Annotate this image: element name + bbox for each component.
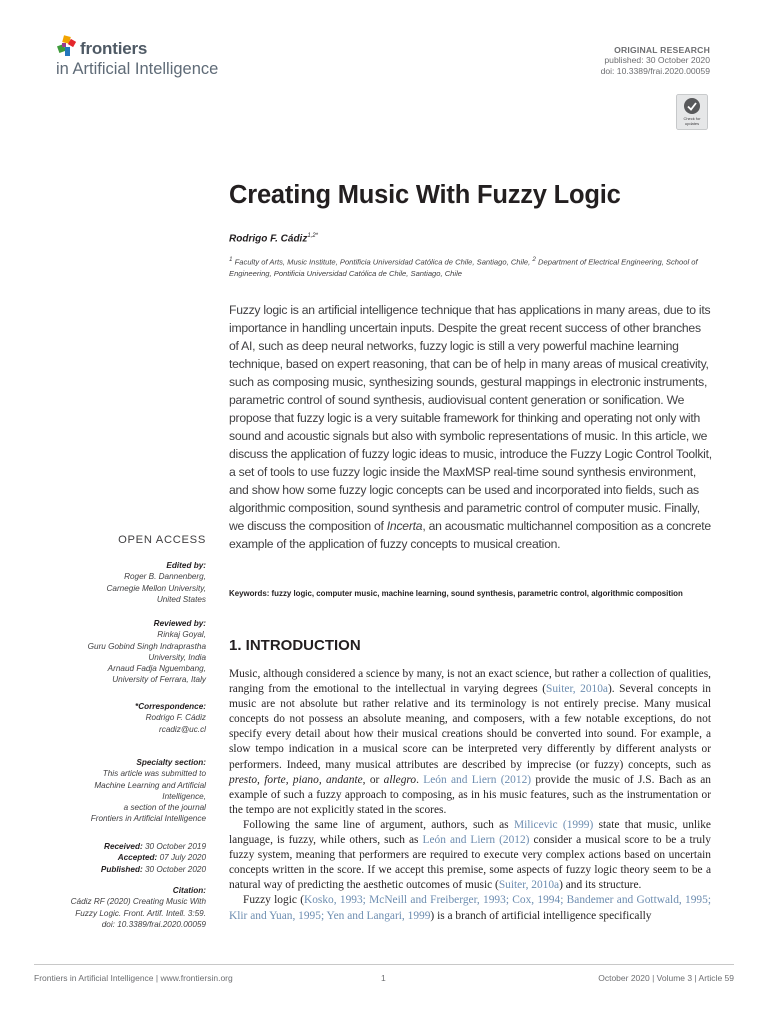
paragraph-2 xyxy=(229,818,711,893)
reviewed-by-label: Reviewed by: xyxy=(153,619,206,628)
svg-text:updates: updates xyxy=(684,121,700,126)
section-heading: 1. INTRODUCTION xyxy=(229,637,361,654)
author-line xyxy=(229,233,318,244)
article-type: ORIGINAL RESEARCH xyxy=(614,45,710,55)
citation-line: Fuzzy Logic. Front. Artif. Intell. 3:59. xyxy=(75,908,206,918)
specialty-line: Frontiers in Artificial Intelligence xyxy=(90,814,206,824)
article-title: Creating Music With Fuzzy Logic xyxy=(229,181,621,209)
text: ) and its structure. xyxy=(559,879,642,892)
page-number: 1 xyxy=(381,973,386,983)
paragraph-1 xyxy=(229,667,711,818)
text: provide the music of J.S. Bach as an example of such a fuzzy approach to composing, as in his music features, such as the instrumentation or the tempo are not explicitly stated in the scores. xyxy=(229,773,711,816)
citation xyxy=(36,885,206,930)
citation-line[interactable]: doi: 10.3389/frai.2020.00059 xyxy=(101,919,206,929)
footer-divider xyxy=(34,964,734,965)
published-date-side: 30 October 2020 xyxy=(145,864,206,874)
citation-link[interactable]: Kosko, 1993; McNeill and Freiberger, 1993; Cox, 1994; Bandemer and Gottwald, 1995; Klir and Yuan, 1995; Yen and Langari, 1999 xyxy=(229,894,711,922)
text: ). Several concepts in music are not absolute but rather relative and its terminology is not entirely precise. Many musical concepts do not possess an absolute meaning, and composers, with a few notable exceptions, do not specify every detail about how their musical creations should be converted into sound. For example, a slow tempo indication in a musical score can be interpreted very differently by different analysts or performers. Indeed, many musical attributes are described by imprecise (or fuzzy) concepts, such as xyxy=(229,683,711,771)
abstract-text-1: Fuzzy logic is an artificial intelligence technique that has applications in many areas, due to its importance in handling uncertain inputs. Despite the great recent success of other branches of AI, such as deep neural networks, fuzzy logic is still a very powerful machine learning technique, based on expert reasoning, that can be of help in many areas of musical creativity, such as composing music, synthesizing sounds, gestural mappings in electronic instruments, parametric control of sound synthesis, audiovisual content generation or sonification. We propose that fuzzy logic is a very suitable framework for thinking and operating not only with sound and acoustic signals but also with symbolic representations of music. In this article, we discuss the application of fuzzy logic ideas to music, introduce the Fuzzy Logic Control Toolkit, a set of tools to use fuzzy logic inside the MaxMSP real-time sound synthesis environment, and show how some fuzzy logic concepts can be used and incorporated into fields, such as algorithmic composition, sound synthesis and parametric control of computer music. Finally, we discuss the composition of xyxy=(229,303,712,533)
reviewer-line: University of Ferrara, Italy xyxy=(112,675,206,685)
specialty-section xyxy=(36,757,206,825)
journal-name: in Artificial Intelligence xyxy=(56,60,219,78)
citation-link[interactable]: Milicevic (1999) xyxy=(513,818,594,831)
specialty-label: Specialty section: xyxy=(136,758,206,767)
specialty-line: Machine Learning and Artificial xyxy=(94,780,206,790)
article-doi[interactable]: doi: 10.3389/frai.2020.00059 xyxy=(600,65,710,76)
open-access-label: OPEN ACCESS xyxy=(118,534,206,546)
correspondence-name: Rodrigo F. Cádiz xyxy=(145,713,206,723)
keywords xyxy=(229,588,711,600)
affiliations xyxy=(229,254,709,280)
received-date: 30 October 2019 xyxy=(145,842,206,851)
abstract-italic-term: Incerta xyxy=(386,519,423,533)
footer-journal[interactable]: Frontiers in Artificial Intelligence | www.frontiersin.org xyxy=(34,973,233,983)
text: ) is a branch of artificial intelligence specifically xyxy=(430,909,652,922)
citation-link[interactable]: Suiter, 2010a xyxy=(546,683,608,696)
reviewed-by xyxy=(36,618,206,686)
footer-issue: October 2020 | Volume 3 | Article 59 xyxy=(598,973,734,983)
citation-line: Cádiz RF (2020) Creating Music With xyxy=(70,897,206,907)
affiliation-1: Faculty of Arts, Music Institute, Pontificia Universidad Católica de Chile, Santiago, Chile, xyxy=(234,257,531,267)
text: . xyxy=(416,773,424,786)
author-affiliation-marks: 1,2* xyxy=(307,233,319,239)
keywords-label: Keywords: xyxy=(229,589,270,598)
specialty-line: a section of the journal xyxy=(123,803,206,813)
italic-term: allegro xyxy=(383,773,417,786)
published-label: Published: xyxy=(100,864,143,874)
editor-line: United States xyxy=(156,594,206,604)
citation-link[interactable]: León and Liern (2012) xyxy=(422,834,530,847)
italic-terms: presto, forte, piano, andante xyxy=(229,773,363,786)
reviewer-line: Guru Gobind Singh Indraprastha xyxy=(87,641,206,651)
citation-label: Citation: xyxy=(172,886,206,895)
text: , or xyxy=(362,773,384,786)
dates xyxy=(36,841,206,875)
edited-by xyxy=(36,560,206,605)
accepted-label: Accepted: xyxy=(117,853,158,863)
abstract xyxy=(229,301,713,553)
text: Fuzzy logic ( xyxy=(243,894,304,907)
affiliation-2: Department of Electrical Engineering, School of Engineering, Pontificia Universidad Católica de Chile, Santiago, Chile xyxy=(229,257,698,279)
frontiers-logo-icon xyxy=(57,33,79,59)
specialty-line: Intelligence, xyxy=(162,791,206,801)
edited-by-label: Edited by: xyxy=(166,561,206,570)
citation-link[interactable]: León and Liern (2012) xyxy=(423,773,532,786)
svg-text:Check for: Check for xyxy=(683,116,701,121)
affil-mark-1: 1 xyxy=(229,256,233,263)
keywords-list: fuzzy logic, computer music, machine learning, sound synthesis, parametric control, algorithmic composition xyxy=(271,589,683,598)
reviewer-line: University, India xyxy=(148,652,206,662)
paragraph-3 xyxy=(229,893,711,923)
accepted-line xyxy=(36,852,206,863)
reviewer-line[interactable]: Arnaud Fadja Nguembang, xyxy=(107,664,206,674)
correspondence-email[interactable]: rcadiz@uc.cl xyxy=(159,724,206,734)
article-meta xyxy=(601,45,710,76)
correspondence xyxy=(36,701,206,735)
author-name[interactable]: Rodrigo F. Cádiz xyxy=(229,233,308,245)
accepted-date: 07 July 2020 xyxy=(159,853,206,863)
received-line xyxy=(36,841,206,852)
reviewer-line[interactable]: Rinkaj Goyal, xyxy=(157,630,206,640)
abstract-text-2: , an acousmatic multichannel composition as a concrete example of the application of fuzzy concepts to musical creation. xyxy=(229,519,711,551)
published-line xyxy=(36,864,206,875)
text: state that music, unlike language, is fuzzy, while others, such as xyxy=(229,818,711,847)
brand-name: frontiers xyxy=(80,39,148,58)
editor-line: Carnegie Mellon University, xyxy=(106,583,206,593)
text: Following the same line of argument, authors, such as xyxy=(243,818,514,831)
editor-line[interactable]: Roger B. Dannenberg, xyxy=(124,572,206,582)
body-text xyxy=(229,667,711,924)
check-for-updates-icon[interactable] xyxy=(676,94,708,130)
affil-mark-2: 2 xyxy=(532,256,536,263)
text: Music, although considered a science by many, is not an exact science, but rather a collection of qualities, ranging from the emotional to the intellectual in varying degrees ( xyxy=(229,668,711,696)
text: consider a musical score to be a truly fuzzy system, meaning that performers are required to execute very complex actions based on uncertain concepts written in the score. If we accept this premise, some aspects of fuzzy logic theory seem to be a natural way of predicting the aesthetic outcomes of music ( xyxy=(229,834,711,892)
correspondence-label: *Correspondence: xyxy=(135,702,206,711)
specialty-line: This article was submitted to xyxy=(102,769,206,779)
published-date: published: 30 October 2020 xyxy=(604,55,710,66)
citation-link[interactable]: Suiter, 2010a xyxy=(498,879,560,892)
received-label: Received: xyxy=(104,842,143,851)
